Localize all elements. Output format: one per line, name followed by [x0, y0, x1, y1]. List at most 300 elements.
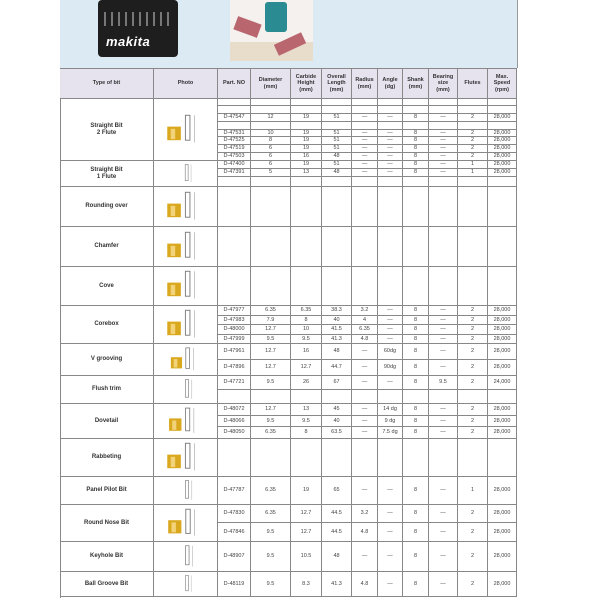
bit-type-name: Rabbeting: [60, 439, 154, 477]
flutes-cell: 2: [458, 306, 488, 316]
part-no-cell: [218, 106, 251, 114]
flutes-cell: 1: [458, 161, 488, 169]
shank-cell: 8: [403, 316, 429, 325]
angle-cell: —: [378, 325, 403, 335]
router-bit-icon: [165, 441, 206, 475]
diameter-cell: 5: [251, 169, 291, 177]
part-no-cell: D-47721: [218, 376, 251, 390]
shank-cell: [403, 106, 429, 114]
shank-cell: [403, 177, 429, 187]
radius-cell: [352, 122, 378, 130]
bearing-size-cell: [429, 439, 458, 477]
max-speed-cell: 28,000: [488, 505, 517, 523]
max-speed-cell: 28,000: [488, 316, 517, 325]
overall-length-cell: [322, 122, 352, 130]
diameter-cell: [251, 227, 291, 267]
router-bit-icon: [169, 346, 203, 374]
bearing-size-cell: [429, 390, 458, 404]
carbide-height-cell: 19: [291, 477, 322, 505]
flutes-cell: 2: [458, 505, 488, 523]
radius-cell: 4.8: [352, 572, 378, 597]
overall-length-cell: 51: [322, 114, 352, 122]
bit-case-image: [98, 0, 178, 57]
bearing-size-cell: —: [429, 325, 458, 335]
flutes-cell: [458, 439, 488, 477]
bit-type-name: Straight Bit 1 Flute: [60, 161, 154, 187]
bit-type-name: Corebox: [60, 306, 154, 344]
angle-cell: 14 dg: [378, 404, 403, 416]
shank-cell: 8: [403, 427, 429, 439]
radius-cell: —: [352, 169, 378, 177]
part-no-cell: [218, 227, 251, 267]
angle-cell: —: [378, 335, 403, 344]
overall-length-cell: 51: [322, 161, 352, 169]
part-no-cell: D-47846: [218, 523, 251, 542]
diameter-cell: 6.35: [251, 427, 291, 439]
part-no-cell: D-48907: [218, 542, 251, 572]
bit-type-name: Keyhole Bit: [60, 542, 154, 572]
bearing-size-cell: —: [429, 404, 458, 416]
bearing-size-cell: —: [429, 153, 458, 161]
column-header: Angle (dg): [378, 69, 403, 99]
angle-cell: [378, 267, 403, 306]
angle-cell: —: [378, 505, 403, 523]
overall-length-cell: 41.3: [322, 335, 352, 344]
overall-length-cell: 48: [322, 153, 352, 161]
overall-length-cell: 41.5: [322, 325, 352, 335]
bearing-size-cell: —: [429, 114, 458, 122]
radius-cell: 3.2: [352, 505, 378, 523]
bit-type-name: Ball Groove Bit: [60, 572, 154, 597]
diameter-cell: 10: [251, 130, 291, 137]
diameter-cell: [251, 177, 291, 187]
diameter-cell: 12.7: [251, 344, 291, 360]
shank-cell: 8: [403, 130, 429, 137]
shank-cell: 8: [403, 360, 429, 376]
router-photo: [230, 0, 313, 61]
angle-cell: —: [378, 477, 403, 505]
router-bit-icon: [171, 378, 200, 402]
bearing-size-cell: [429, 177, 458, 187]
column-header: Radius (mm): [352, 69, 378, 99]
router-bit-icon: [167, 406, 204, 437]
flutes-cell: [458, 187, 488, 227]
radius-cell: —: [352, 161, 378, 169]
angle-cell: —: [378, 376, 403, 390]
bearing-size-cell: —: [429, 161, 458, 169]
router-bit-icon: [171, 479, 200, 503]
diameter-cell: [251, 99, 291, 106]
overall-length-cell: [322, 106, 352, 114]
carbide-height-cell: 12.7: [291, 360, 322, 376]
bearing-size-cell: —: [429, 130, 458, 137]
bearing-size-cell: [429, 106, 458, 114]
radius-cell: [352, 177, 378, 187]
flutes-cell: 2: [458, 114, 488, 122]
carbide-height-cell: 10.5: [291, 542, 322, 572]
angle-cell: —: [378, 145, 403, 153]
radius-cell: [352, 99, 378, 106]
max-speed-cell: [488, 227, 517, 267]
router-bit-icon: [173, 574, 198, 595]
max-speed-cell: [488, 122, 517, 130]
flutes-cell: 2: [458, 360, 488, 376]
angle-cell: [378, 106, 403, 114]
flutes-cell: [458, 106, 488, 114]
bearing-size-cell: —: [429, 344, 458, 360]
carbide-height-cell: 9.5: [291, 416, 322, 427]
carbide-height-cell: 13: [291, 404, 322, 416]
bit-photo: [154, 161, 218, 187]
max-speed-cell: 28,000: [488, 169, 517, 177]
shank-cell: [403, 439, 429, 477]
flutes-cell: [458, 99, 488, 106]
overall-length-cell: [322, 177, 352, 187]
carbide-height-cell: 19: [291, 145, 322, 153]
bit-type-name: Rounding over: [60, 187, 154, 227]
angle-cell: —: [378, 169, 403, 177]
bit-type-name: V grooving: [60, 344, 154, 376]
radius-cell: —: [352, 145, 378, 153]
overall-length-cell: 45: [322, 404, 352, 416]
overall-length-cell: 51: [322, 145, 352, 153]
flutes-cell: 2: [458, 572, 488, 597]
diameter-cell: 6.35: [251, 505, 291, 523]
carbide-height-cell: [291, 99, 322, 106]
angle-cell: —: [378, 523, 403, 542]
angle-cell: [378, 177, 403, 187]
column-header: Carbide Height (mm): [291, 69, 322, 99]
banner: [60, 0, 518, 68]
shank-cell: 8: [403, 344, 429, 360]
part-no-cell: [218, 439, 251, 477]
flutes-cell: 2: [458, 137, 488, 145]
shank-cell: 8: [403, 572, 429, 597]
carbide-height-cell: 16: [291, 153, 322, 161]
part-no-cell: D-48050: [218, 427, 251, 439]
radius-cell: —: [352, 376, 378, 390]
flutes-cell: 2: [458, 335, 488, 344]
max-speed-cell: 28,000: [488, 145, 517, 153]
carbide-height-cell: [291, 106, 322, 114]
bit-slots: [104, 12, 172, 26]
shank-cell: 8: [403, 161, 429, 169]
flutes-cell: 2: [458, 427, 488, 439]
router-bit-icon: [172, 163, 198, 185]
max-speed-cell: 28,000: [488, 153, 517, 161]
max-speed-cell: 28,000: [488, 130, 517, 137]
carbide-height-cell: 10: [291, 325, 322, 335]
carbide-height-cell: 6.35: [291, 306, 322, 316]
carbide-height-cell: [291, 267, 322, 306]
shank-cell: 8: [403, 306, 429, 316]
bearing-size-cell: 9.5: [429, 376, 458, 390]
shank-cell: 8: [403, 477, 429, 505]
part-no-cell: [218, 187, 251, 227]
bit-photo: [154, 439, 218, 477]
max-speed-cell: 28,000: [488, 344, 517, 360]
overall-length-cell: 48: [322, 542, 352, 572]
overall-length-cell: [322, 99, 352, 106]
max-speed-cell: 28,000: [488, 161, 517, 169]
router-bit-icon: [165, 308, 206, 342]
bearing-size-cell: [429, 267, 458, 306]
bit-photo: [154, 404, 218, 439]
part-no-cell: [218, 99, 251, 106]
diameter-cell: 12.7: [251, 404, 291, 416]
max-speed-cell: 28,000: [488, 477, 517, 505]
diameter-cell: 9.5: [251, 572, 291, 597]
shank-cell: 8: [403, 376, 429, 390]
carbide-height-cell: 12.7: [291, 505, 322, 523]
router-bit-icon: [165, 190, 206, 224]
bearing-size-cell: —: [429, 360, 458, 376]
angle-cell: 9 dg: [378, 416, 403, 427]
radius-cell: [352, 390, 378, 404]
bit-type-name: Round Nose Bit: [60, 505, 154, 542]
diameter-cell: [251, 390, 291, 404]
overall-length-cell: 44.7: [322, 360, 352, 376]
part-no-cell: D-47531: [218, 130, 251, 137]
router-bit-icon: [165, 269, 206, 303]
bit-type-name: Dovetail: [60, 404, 154, 439]
angle-cell: —: [378, 161, 403, 169]
shank-cell: 8: [403, 335, 429, 344]
max-speed-cell: 28,000: [488, 335, 517, 344]
shank-cell: [403, 122, 429, 130]
overall-length-cell: 51: [322, 130, 352, 137]
overall-length-cell: 40: [322, 316, 352, 325]
bearing-size-cell: —: [429, 523, 458, 542]
bit-type-name: Straight Bit 2 Flute: [60, 99, 154, 161]
angle-cell: —: [378, 130, 403, 137]
angle-cell: —: [378, 153, 403, 161]
bearing-size-cell: —: [429, 316, 458, 325]
overall-length-cell: 63.5: [322, 427, 352, 439]
radius-cell: [352, 106, 378, 114]
part-no-cell: D-47787: [218, 477, 251, 505]
part-no-cell: D-47519: [218, 145, 251, 153]
shank-cell: 8: [403, 114, 429, 122]
diameter-cell: [251, 187, 291, 227]
carbide-height-cell: 8.3: [291, 572, 322, 597]
flutes-cell: [458, 227, 488, 267]
diameter-cell: 6: [251, 145, 291, 153]
diameter-cell: 9.5: [251, 335, 291, 344]
max-speed-cell: 28,000: [488, 306, 517, 316]
max-speed-cell: 24,000: [488, 376, 517, 390]
overall-length-cell: 48: [322, 344, 352, 360]
diameter-cell: 9.5: [251, 523, 291, 542]
angle-cell: [378, 99, 403, 106]
max-speed-cell: [488, 177, 517, 187]
diameter-cell: 12.7: [251, 325, 291, 335]
radius-cell: —: [352, 344, 378, 360]
bit-photo: [154, 344, 218, 376]
part-no-cell: D-47830: [218, 505, 251, 523]
flutes-cell: 2: [458, 145, 488, 153]
max-speed-cell: [488, 99, 517, 106]
flutes-cell: 2: [458, 153, 488, 161]
overall-length-cell: [322, 227, 352, 267]
overall-length-cell: 48: [322, 169, 352, 177]
angle-cell: —: [378, 316, 403, 325]
part-no-cell: D-47961: [218, 344, 251, 360]
bit-photo: [154, 376, 218, 404]
part-no-cell: D-48000: [218, 325, 251, 335]
radius-cell: —: [352, 477, 378, 505]
diameter-cell: [251, 106, 291, 114]
column-header: Max. Speed (rpm): [488, 69, 517, 99]
max-speed-cell: [488, 106, 517, 114]
diameter-cell: 8: [251, 137, 291, 145]
bearing-size-cell: —: [429, 427, 458, 439]
diameter-cell: 9.5: [251, 416, 291, 427]
part-no-cell: D-48072: [218, 404, 251, 416]
carbide-height-cell: [291, 227, 322, 267]
angle-cell: —: [378, 572, 403, 597]
overall-length-cell: [322, 267, 352, 306]
flutes-cell: 1: [458, 169, 488, 177]
flutes-cell: [458, 122, 488, 130]
max-speed-cell: 28,000: [488, 427, 517, 439]
column-header: Part. NO: [218, 69, 251, 99]
carbide-height-cell: [291, 439, 322, 477]
bearing-size-cell: [429, 227, 458, 267]
overall-length-cell: 40: [322, 416, 352, 427]
bearing-size-cell: [429, 187, 458, 227]
bit-photo: [154, 572, 218, 597]
radius-cell: 6.35: [352, 325, 378, 335]
bit-type-name: Flush trim: [60, 376, 154, 404]
overall-length-cell: 51: [322, 137, 352, 145]
overall-length-cell: 67: [322, 376, 352, 390]
carbide-height-cell: 19: [291, 114, 322, 122]
bit-photo: [154, 99, 218, 161]
carbide-height-cell: [291, 187, 322, 227]
angle-cell: 7.5 dg: [378, 427, 403, 439]
part-no-cell: D-47525: [218, 137, 251, 145]
part-no-cell: D-47391: [218, 169, 251, 177]
bit-photo: [154, 267, 218, 306]
radius-cell: —: [352, 137, 378, 145]
shank-cell: 8: [403, 137, 429, 145]
bit-photo: [154, 542, 218, 572]
max-speed-cell: 28,000: [488, 114, 517, 122]
flutes-cell: [458, 177, 488, 187]
flutes-cell: 2: [458, 316, 488, 325]
angle-cell: —: [378, 114, 403, 122]
flutes-cell: 2: [458, 542, 488, 572]
bearing-size-cell: —: [429, 477, 458, 505]
diameter-cell: 12: [251, 114, 291, 122]
radius-cell: 3.2: [352, 306, 378, 316]
max-speed-cell: [488, 267, 517, 306]
flutes-cell: [458, 390, 488, 404]
shank-cell: 8: [403, 404, 429, 416]
shank-cell: [403, 390, 429, 404]
flutes-cell: 2: [458, 416, 488, 427]
shank-cell: [403, 187, 429, 227]
shank-cell: [403, 227, 429, 267]
overall-length-cell: [322, 439, 352, 477]
carbide-height-cell: 13: [291, 169, 322, 177]
shank-cell: 8: [403, 542, 429, 572]
radius-cell: —: [352, 360, 378, 376]
part-no-cell: D-47977: [218, 306, 251, 316]
radius-cell: [352, 187, 378, 227]
arm: [233, 16, 261, 38]
max-speed-cell: 28,000: [488, 523, 517, 542]
part-no-cell: [218, 390, 251, 404]
carbide-height-cell: 9.5: [291, 335, 322, 344]
shank-cell: [403, 267, 429, 306]
radius-cell: —: [352, 427, 378, 439]
max-speed-cell: 28,000: [488, 572, 517, 597]
part-no-cell: D-47999: [218, 335, 251, 344]
angle-cell: 90dg: [378, 360, 403, 376]
bit-type-name: Cove: [60, 267, 154, 306]
radius-cell: [352, 439, 378, 477]
carbide-height-cell: 12.7: [291, 523, 322, 542]
radius-cell: 4: [352, 316, 378, 325]
bearing-size-cell: —: [429, 542, 458, 572]
bit-type-name: Chamfer: [60, 227, 154, 267]
flutes-cell: 2: [458, 376, 488, 390]
column-header: Shank (mm): [403, 69, 429, 99]
flutes-cell: 2: [458, 523, 488, 542]
radius-cell: —: [352, 130, 378, 137]
part-no-cell: D-48066: [218, 416, 251, 427]
shank-cell: 8: [403, 325, 429, 335]
bearing-size-cell: —: [429, 145, 458, 153]
bearing-size-cell: —: [429, 169, 458, 177]
part-no-cell: [218, 267, 251, 306]
angle-cell: [378, 122, 403, 130]
angle-cell: 60dg: [378, 344, 403, 360]
diameter-cell: 6: [251, 153, 291, 161]
shank-cell: 8: [403, 145, 429, 153]
shank-cell: [403, 99, 429, 106]
bearing-size-cell: —: [429, 416, 458, 427]
radius-cell: —: [352, 416, 378, 427]
radius-cell: [352, 227, 378, 267]
bearing-size-cell: —: [429, 335, 458, 344]
overall-length-cell: [322, 390, 352, 404]
flutes-cell: [458, 267, 488, 306]
angle-cell: —: [378, 542, 403, 572]
part-no-cell: [218, 177, 251, 187]
diameter-cell: 9.5: [251, 376, 291, 390]
max-speed-cell: [488, 390, 517, 404]
bearing-size-cell: —: [429, 572, 458, 597]
bit-photo: [154, 227, 218, 267]
part-no-cell: D-47400: [218, 161, 251, 169]
column-header: Flutes: [458, 69, 488, 99]
column-header: Diameter (mm): [251, 69, 291, 99]
carbide-height-cell: [291, 390, 322, 404]
max-speed-cell: 28,000: [488, 404, 517, 416]
overall-length-cell: 44.5: [322, 505, 352, 523]
diameter-cell: [251, 122, 291, 130]
carbide-height-cell: 16: [291, 344, 322, 360]
diameter-cell: 6: [251, 161, 291, 169]
carbide-height-cell: [291, 122, 322, 130]
part-no-cell: D-47503: [218, 153, 251, 161]
diameter-cell: [251, 439, 291, 477]
carbide-height-cell: 19: [291, 137, 322, 145]
overall-length-cell: 41.3: [322, 572, 352, 597]
